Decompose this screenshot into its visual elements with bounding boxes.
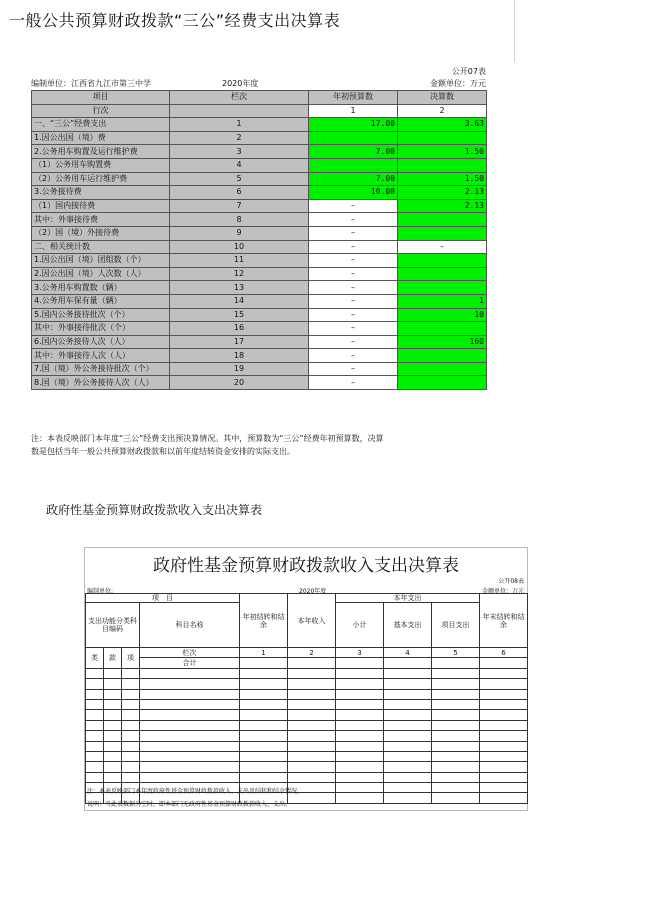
empty-cell (104, 762, 122, 772)
table-row (32, 335, 487, 349)
row-budget: 7.00 (309, 172, 398, 186)
table-row (32, 254, 487, 268)
index-cell: 4 (384, 648, 432, 658)
empty-cell (288, 772, 336, 782)
empty-row (86, 720, 528, 730)
empty-cell (122, 689, 140, 699)
compiling-unit: 编制单位: (87, 588, 114, 595)
lanci-label: 栏次 (140, 648, 240, 658)
row-actual (398, 322, 487, 336)
empty-cell (384, 793, 432, 803)
subject-name-header: 科目名称 (140, 603, 240, 648)
row-actual: – (398, 240, 487, 254)
empty-cell (86, 689, 104, 699)
empty-cell (384, 689, 432, 699)
row-col-no: 4 (170, 158, 309, 172)
empty-cell (288, 668, 336, 678)
empty-cell (122, 668, 140, 678)
empty-cell (240, 689, 288, 699)
row-item-name: 7.国（境）外公务接待批次（个） (32, 362, 170, 376)
empty-cell (336, 783, 384, 793)
header-budget: 年初预算数 (309, 91, 398, 105)
edge-divider (514, 0, 515, 62)
empty-cell (140, 689, 240, 699)
empty-cell (240, 772, 288, 782)
row-col-no: 19 (170, 362, 309, 376)
empty-cell (480, 762, 528, 772)
empty-cell (288, 699, 336, 709)
row-col-no: 9 (170, 226, 309, 240)
empty-cell (140, 762, 240, 772)
empty-cell (480, 751, 528, 761)
empty-cell (288, 762, 336, 772)
empty-row (86, 668, 528, 678)
empty-cell (104, 772, 122, 782)
sheet-note: 注：本表反映部门本年度政府性基金预算财政拨款收入、支出及结转和结余情况。 (87, 788, 304, 795)
money-unit: 金额单位：万元 (430, 79, 486, 88)
empty-cell (122, 741, 140, 751)
empty-cell (104, 741, 122, 751)
empty-cell (432, 699, 480, 709)
row-actual: 2.13 (398, 186, 487, 200)
index-cell: 1 (240, 648, 288, 658)
empty-cell (240, 699, 288, 709)
table-row (32, 213, 487, 227)
row-actual: 1.50 (398, 145, 487, 159)
index-label: 行次 (32, 104, 170, 118)
row-actual (398, 281, 487, 295)
total-label: 合计 (140, 658, 240, 668)
empty-cell (384, 720, 432, 730)
empty-cell (432, 762, 480, 772)
row-col-no: 5 (170, 172, 309, 186)
empty-cell (384, 731, 432, 741)
row-budget: – (309, 349, 398, 363)
empty-cell (122, 710, 140, 720)
table-row (32, 145, 487, 159)
empty-cell (288, 741, 336, 751)
empty-cell (432, 793, 480, 803)
empty-cell (104, 668, 122, 678)
row-col-no: 8 (170, 213, 309, 227)
row-col-no: 16 (170, 322, 309, 336)
row-budget: – (309, 213, 398, 227)
empty-cell (336, 699, 384, 709)
table-row (32, 158, 487, 172)
empty-cell (480, 731, 528, 741)
empty-cell (140, 751, 240, 761)
empty-cell (480, 689, 528, 699)
empty-cell (240, 741, 288, 751)
row-budget: – (309, 376, 398, 390)
empty-cell (432, 783, 480, 793)
row-actual (398, 267, 487, 281)
empty-row (86, 689, 528, 699)
row-col-no: 18 (170, 349, 309, 363)
row-col-no: 11 (170, 254, 309, 268)
empty-cell (480, 741, 528, 751)
row-item-name: （2）公务用车运行维护费 (32, 172, 170, 186)
empty-cell (240, 720, 288, 730)
empty-cell (336, 741, 384, 751)
empty-cell (122, 751, 140, 761)
empty-cell (122, 731, 140, 741)
empty-row (86, 710, 528, 720)
row-item-name: （1）公务用车购置费 (32, 158, 170, 172)
row-col-no: 2 (170, 131, 309, 145)
row-col-no: 6 (170, 186, 309, 200)
empty-cell (140, 741, 240, 751)
empty-cell (140, 699, 240, 709)
row-item-name: 其中：外事接待费 (32, 213, 170, 227)
empty-cell (480, 793, 528, 803)
empty-cell (384, 741, 432, 751)
empty-cell (336, 762, 384, 772)
empty-row (86, 679, 528, 689)
total-row (86, 658, 528, 668)
index-2: 2 (398, 104, 487, 118)
table-row (32, 118, 487, 132)
row-item-name: 其中：外事接待人次（人） (32, 349, 170, 363)
empty-cell (336, 793, 384, 803)
empty-cell (240, 751, 288, 761)
row-item-name: 1.因公出国（境）团组数（个） (32, 254, 170, 268)
empty-cell (432, 668, 480, 678)
empty-row (86, 751, 528, 761)
function-code-header: 支出功能分类科目编码 (86, 603, 140, 648)
empty-cell (288, 710, 336, 720)
header-col-no: 栏次 (170, 91, 309, 105)
row-item-name: 3.公务接待费 (32, 186, 170, 200)
empty-cell (432, 689, 480, 699)
table-row (32, 267, 487, 281)
empty-cell (336, 772, 384, 782)
empty-cell (122, 762, 140, 772)
project-header: 项 目 (86, 594, 240, 603)
empty-cell (86, 751, 104, 761)
table-row (32, 308, 487, 322)
empty-cell (336, 751, 384, 761)
row-col-no: 15 (170, 308, 309, 322)
row-item-name: 一、“三公”经费支出 (32, 118, 170, 132)
header-row (32, 91, 487, 105)
table-row (32, 322, 487, 336)
row-actual: 2.13 (398, 199, 487, 213)
table-row (32, 186, 487, 200)
row-budget: 17.00 (309, 118, 398, 132)
empty-cell (432, 720, 480, 730)
empty-cell (336, 710, 384, 720)
table-row (32, 349, 487, 363)
index-cell: 6 (480, 648, 528, 658)
empty-cell (122, 772, 140, 782)
empty-cell (86, 710, 104, 720)
empty-cell (384, 772, 432, 782)
row-actual (398, 131, 487, 145)
empty-cell (384, 699, 432, 709)
kuan-header: 款 (104, 648, 122, 669)
empty-cell (480, 710, 528, 720)
row-col-no: 12 (170, 267, 309, 281)
row-item-name: 其中：外事接待批次（个） (32, 322, 170, 336)
sheet-title: 政府性基金预算财政拨款收入支出决算表 (153, 556, 459, 576)
empty-cell (240, 731, 288, 741)
header-row-1 (86, 594, 528, 603)
row-actual: 1.50 (398, 172, 487, 186)
empty-cell (288, 679, 336, 689)
row-actual: 10 (398, 308, 487, 322)
row-budget: – (309, 226, 398, 240)
current-year-header: 本年支出 (336, 594, 480, 603)
report-year: 2020年度 (299, 588, 327, 595)
form-number: 公开08表 (498, 578, 524, 585)
row-item-name: 5.国内公务接待批次（个） (32, 308, 170, 322)
row-item-name: 1.因公出国（境）费 (32, 131, 170, 145)
index-1: 1 (309, 104, 398, 118)
empty-cell (122, 679, 140, 689)
empty-cell (384, 783, 432, 793)
empty-cell (288, 720, 336, 730)
row-actual (398, 226, 487, 240)
empty-cell (86, 668, 104, 678)
empty-cell (86, 741, 104, 751)
table-row (32, 294, 487, 308)
row-item-name: 2.公务用车购置及运行维护费 (32, 145, 170, 159)
subtotal-header: 小计 (336, 603, 384, 648)
row-actual (398, 362, 487, 376)
empty-cell (480, 772, 528, 782)
empty-cell (140, 679, 240, 689)
empty-cell (384, 679, 432, 689)
empty-cell (432, 751, 480, 761)
empty-row (86, 699, 528, 709)
begin-balance-header: 年初结转和结余 (240, 594, 288, 648)
empty-cell (288, 658, 336, 668)
row-col-no: 17 (170, 335, 309, 349)
empty-cell (432, 731, 480, 741)
table-row (32, 281, 487, 295)
row-col-no: 1 (170, 118, 309, 132)
empty-cell (384, 762, 432, 772)
row-actual (398, 158, 487, 172)
empty-cell (432, 658, 480, 668)
empty-cell (86, 772, 104, 782)
header-item: 项目 (32, 91, 170, 105)
fund-grid (85, 593, 528, 804)
empty-cell (140, 668, 240, 678)
project-expense-header: 项目支出 (432, 603, 480, 648)
fund-budget-sheet (84, 547, 528, 811)
table-row (32, 376, 487, 390)
empty-cell (140, 710, 240, 720)
lei-header: 类 (86, 648, 104, 669)
empty-cell (336, 679, 384, 689)
empty-cell (384, 751, 432, 761)
row-actual: 1 (398, 294, 487, 308)
money-unit: 金额单位：万元 (481, 588, 524, 595)
compiling-unit: 编制单位：江西省九江市第三中学 (31, 79, 151, 88)
header-actual: 决算数 (398, 91, 487, 105)
table-row (32, 362, 487, 376)
empty-cell (288, 731, 336, 741)
report-year: 2020年度 (222, 79, 259, 88)
empty-cell (240, 668, 288, 678)
row-budget: – (309, 199, 398, 213)
empty-cell (240, 710, 288, 720)
row-col-no: 3 (170, 145, 309, 159)
empty-cell (336, 689, 384, 699)
index-cell: 2 (288, 648, 336, 658)
empty-cell (104, 720, 122, 730)
three-public-expense-table (31, 66, 486, 390)
index-cell: 5 (432, 648, 480, 658)
empty-cell (86, 699, 104, 709)
row-item-name: （1）国内接待费 (32, 199, 170, 213)
table-row (32, 172, 487, 186)
empty-cell (336, 720, 384, 730)
empty-cell (384, 710, 432, 720)
table-row (32, 226, 487, 240)
row-actual (398, 254, 487, 268)
row-item-name: 3.公务用车购置数（辆） (32, 281, 170, 295)
row-item-name: 8.国（境）外公务接待人次（人） (32, 376, 170, 390)
row-budget: – (309, 294, 398, 308)
empty-cell (104, 679, 122, 689)
empty-cell (480, 783, 528, 793)
empty-cell (104, 710, 122, 720)
empty-cell (336, 731, 384, 741)
table-row (32, 199, 487, 213)
row-col-no: 7 (170, 199, 309, 213)
row-budget: 10.00 (309, 186, 398, 200)
row-actual (398, 376, 487, 390)
empty-cell (122, 720, 140, 730)
empty-cell (240, 679, 288, 689)
table-meta (31, 78, 486, 90)
row-col-no: 13 (170, 281, 309, 295)
end-balance-header: 年末结转和结余 (480, 594, 528, 648)
empty-cell (432, 741, 480, 751)
empty-row (86, 731, 528, 741)
row-budget: 7.00 (309, 145, 398, 159)
row-actual: 3.63 (398, 118, 487, 132)
row-actual (398, 349, 487, 363)
empty-cell (104, 689, 122, 699)
empty-row (86, 762, 528, 772)
index-row (32, 104, 487, 118)
empty-cell (86, 762, 104, 772)
row-item-name: 2.因公出国（境）人次数（人） (32, 267, 170, 281)
empty-row (86, 741, 528, 751)
empty-cell (104, 699, 122, 709)
row-item-name: 4.公务用车保有量（辆） (32, 294, 170, 308)
empty-row (86, 772, 528, 782)
empty-cell (86, 679, 104, 689)
row-item-name: （2）国（境）外接待费 (32, 226, 170, 240)
expense-grid (31, 90, 487, 390)
empty-cell (480, 658, 528, 668)
row-budget: – (309, 308, 398, 322)
row-budget: – (309, 281, 398, 295)
table-row (32, 131, 487, 145)
empty-cell (480, 679, 528, 689)
row-col-no: 14 (170, 294, 309, 308)
row-col-no: 20 (170, 376, 309, 390)
index-blank (170, 104, 309, 118)
empty-cell (140, 720, 240, 730)
empty-cell (104, 731, 122, 741)
empty-cell (336, 658, 384, 668)
row-budget: – (309, 322, 398, 336)
empty-cell (288, 751, 336, 761)
table-row (32, 240, 487, 254)
page-title: 一般公共预算财政拨款“三公”经费支出决算表 (9, 11, 341, 30)
row-budget: – (309, 362, 398, 376)
empty-cell (384, 668, 432, 678)
row-budget: – (309, 267, 398, 281)
empty-cell (432, 679, 480, 689)
row-budget (309, 158, 398, 172)
note-line: 注：本表反映部门本年度“三公”经费支出预决算情况。其中，预算数为“三公”经费年初预算数，决算 (31, 434, 384, 443)
section2-heading: 政府性基金预算财政拨款收入支出决算表 (46, 503, 263, 517)
row-budget (309, 131, 398, 145)
row-item-name: 6.国内公务接待人次（人） (32, 335, 170, 349)
empty-cell (104, 751, 122, 761)
row-actual (398, 213, 487, 227)
empty-cell (240, 762, 288, 772)
empty-cell (122, 699, 140, 709)
row-budget: – (309, 335, 398, 349)
lanci-row (86, 648, 528, 658)
row-col-no: 10 (170, 240, 309, 254)
note-line: 数是包括当年一般公共预算财政拨款和以前年度结转资金安排的实际支出。 (31, 447, 295, 456)
empty-cell (480, 699, 528, 709)
empty-cell (288, 689, 336, 699)
income-header: 本年收入 (288, 594, 336, 648)
table1-note (31, 432, 491, 458)
empty-cell (336, 668, 384, 678)
row-actual: 160 (398, 335, 487, 349)
empty-cell (480, 720, 528, 730)
empty-cell (384, 658, 432, 668)
row-item-name: 二、相关统计数 (32, 240, 170, 254)
empty-cell (86, 731, 104, 741)
empty-cell (240, 658, 288, 668)
index-cell: 3 (336, 648, 384, 658)
row-budget: – (309, 240, 398, 254)
sheet-remark: 说明：当此表数据为空时，即本部门无政府性基金预算财政拨款收入、支出。 (87, 801, 292, 808)
xiang-header: 项 (122, 648, 140, 669)
empty-cell (86, 720, 104, 730)
basic-expense-header: 基本支出 (384, 603, 432, 648)
row-budget: – (309, 254, 398, 268)
empty-cell (140, 772, 240, 782)
empty-cell (140, 731, 240, 741)
empty-cell (432, 710, 480, 720)
empty-cell (432, 772, 480, 782)
form-number: 公开07表 (451, 67, 486, 76)
empty-cell (480, 668, 528, 678)
